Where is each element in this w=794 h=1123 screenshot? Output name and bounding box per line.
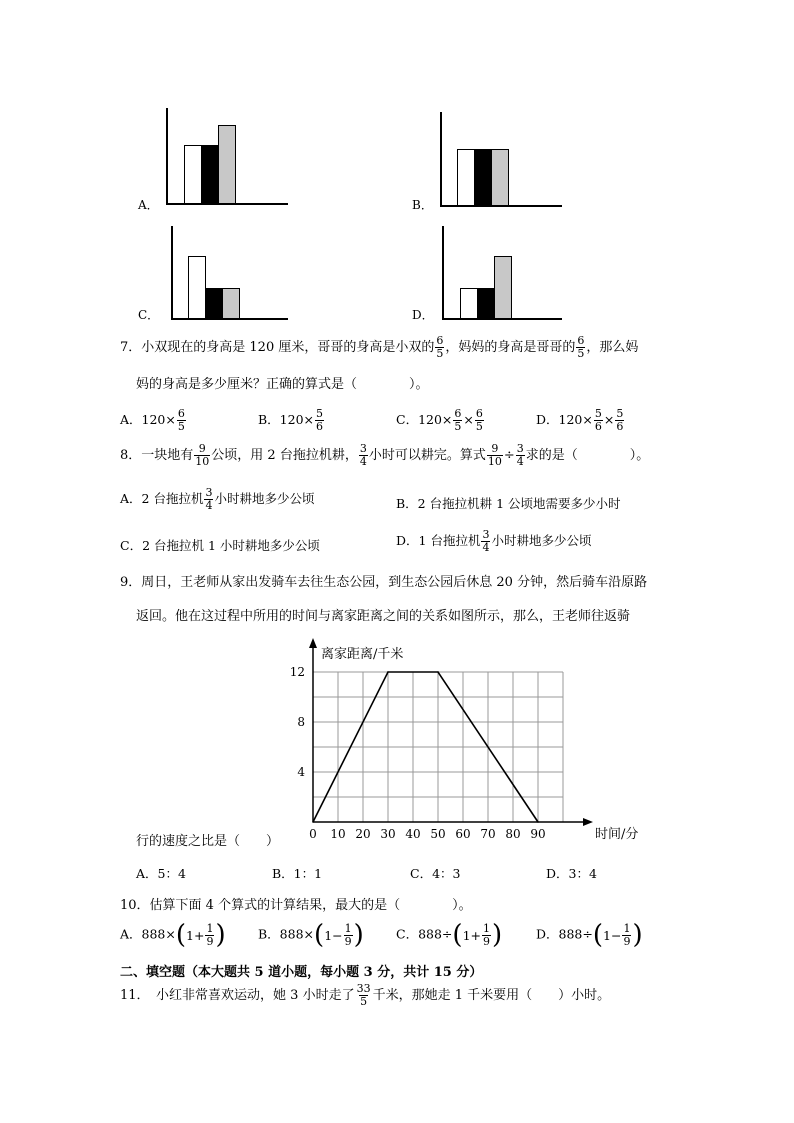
x-tick-label: 30 [380, 827, 396, 841]
bar-black [474, 149, 492, 206]
q7-option-b[interactable]: B．120× $\frac{5}{6}$ [258, 407, 324, 433]
y-tick-label: 8 [297, 715, 305, 729]
section-heading: 二、填空题（本大题共 5 道小题，每小题 3 分，共计 15 分） [120, 965, 483, 980]
bar-white [188, 256, 206, 319]
bar-white [184, 145, 202, 204]
data-point [437, 671, 439, 673]
q6-option-a [136, 108, 296, 218]
distance-time-chart [280, 636, 639, 848]
q8-option-b[interactable]: B．2 台拖拉机耕 1 公顷地需要多少小时 [396, 496, 621, 511]
y-tick-label: 4 [297, 765, 305, 779]
bar-black [201, 145, 219, 204]
x-axis-arrow [583, 818, 593, 826]
q6-option-c [136, 226, 296, 326]
q7-option-d[interactable]: D．120× $\frac{5}{6}$ × $\frac{5}{6}$ [536, 407, 624, 433]
y-tick-label: 12 [289, 665, 305, 679]
x-tick-label: 70 [480, 827, 496, 841]
q7-line2: 妈的身高是多少厘米？正确的算式是（ ）。 [136, 377, 429, 392]
q10-option-a[interactable]: A．888× ( 1 + $\frac{1}{9}$ ) [120, 920, 226, 950]
data-point [312, 821, 314, 823]
q11-line: 11． 小红非常喜欢运动，她 3 小时走了 $\frac{33}{5}$ 千米，那她走 1 千米要用（ ）小时。 [120, 982, 611, 1008]
q9-line2: 返回。他在这过程中所用的时间与离家距离之间的关系如图所示，那么，王老师往返骑 [136, 609, 631, 624]
x-tick-label: 0 [309, 827, 317, 841]
q9-option-a[interactable]: A．5：4 [136, 866, 186, 881]
bar-gray [494, 256, 512, 319]
bar-black [205, 288, 223, 319]
x-tick-label: 10 [330, 827, 346, 841]
q6-option-b [410, 112, 570, 218]
q9-option-b[interactable]: B．1：1 [272, 866, 323, 881]
bar-gray [218, 125, 236, 204]
option-label: D． [412, 308, 434, 322]
q8-line1: 8．一块地有 $\frac{9}{10}$ 公顷，用 2 台拖拉机耕， $\frac{3}{4}$ 小时可以耕完。算式 $\frac{9}{10}$ ÷ $\frac{3}{4}$ 求的是（ ）。 [120, 442, 650, 468]
x-tick-label: 40 [405, 827, 421, 841]
y-axis-title: 离家距离/千米 [321, 647, 404, 662]
q6-option-d [410, 226, 570, 326]
q10-line: 10．估算下面 4 个算式的计算结果，最大的是（ ）。 [120, 898, 472, 913]
bar-white [460, 288, 478, 319]
x-tick-label: 80 [505, 827, 521, 841]
q8-option-d[interactable]: D．1 台拖拉机 $\frac{3}{4}$ 小时耕地多少公顷 [396, 528, 592, 554]
q8-option-c[interactable]: C．2 台拖拉机 1 小时耕地多少公顷 [120, 538, 320, 553]
bar-gray [491, 149, 509, 206]
bar-white [457, 149, 475, 206]
q7-line1: 7．小双现在的身高是 120 厘米，哥哥的身高是小双的 $\frac{6}{5}$ ，妈妈的身高是哥哥的 $\frac{6}{5}$ ，那么妈 [120, 334, 639, 360]
bar-gray [222, 288, 240, 319]
x-tick-label: 50 [430, 827, 446, 841]
option-label: B． [412, 198, 433, 212]
x-tick-label: 90 [530, 827, 546, 841]
x-tick-label: 60 [455, 827, 471, 841]
y-axis-arrow [309, 638, 317, 648]
data-point [387, 671, 389, 673]
q9-line3: 行的速度之比是（ ） [136, 834, 280, 849]
option-label: A． [138, 198, 159, 212]
q9-option-c[interactable]: C．4：3 [410, 866, 461, 881]
q7-option-c[interactable]: C．120× $\frac{6}{5}$ × $\frac{6}{5}$ [396, 407, 483, 433]
q9-option-d[interactable]: D．3：4 [546, 866, 597, 881]
option-label: C． [138, 308, 160, 322]
bar-black [477, 288, 495, 319]
q10-option-c[interactable]: C．888÷ ( 1 + $\frac{1}{9}$ ) [396, 920, 503, 950]
q10-option-d[interactable]: D．888÷ ( 1 − $\frac{1}{9}$ ) [536, 920, 643, 950]
x-tick-label: 20 [355, 827, 371, 841]
data-point [537, 821, 539, 823]
q7-option-a[interactable]: A．120× $\frac{6}{5}$ [120, 407, 185, 433]
q10-option-b[interactable]: B．888× ( 1 − $\frac{1}{9}$ ) [258, 920, 364, 950]
x-axis-title: 时间/分 [595, 827, 639, 842]
q8-option-a[interactable]: A．2 台拖拉机 $\frac{3}{4}$ 小时耕地多少公顷 [120, 486, 315, 512]
q9-line1: 9．周日，王老师从家出发骑车去往生态公园，到生态公园后休息 20 分钟，然后骑车沿原路 [120, 575, 648, 590]
